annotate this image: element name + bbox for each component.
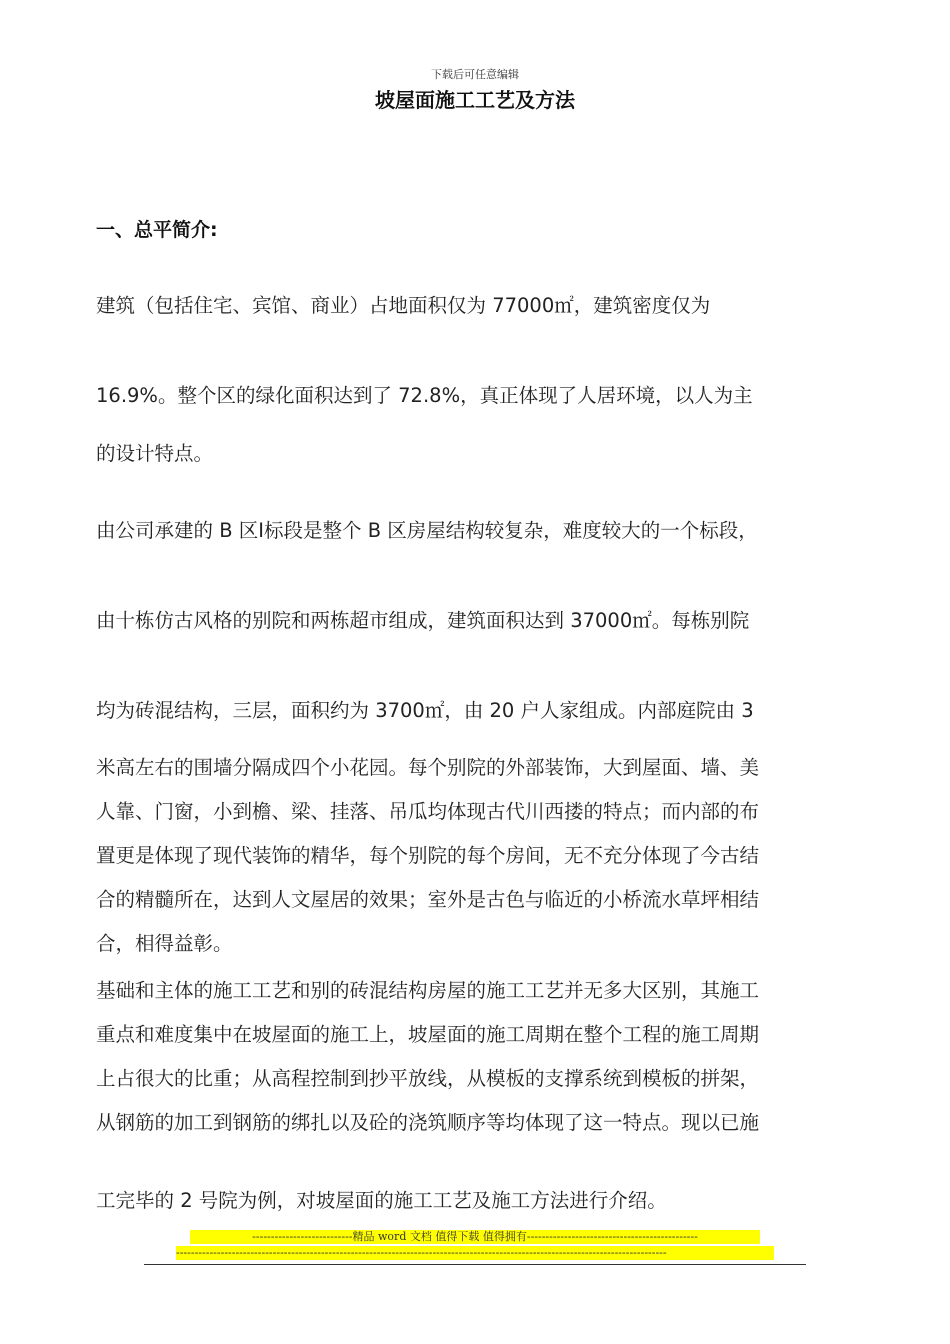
paragraph-line: 16.9%。整个区的绿化面积达到了 72.8%，真正体现了人居环境，以人为主 — [96, 384, 753, 407]
paragraph-line: 的设计特点。 — [96, 442, 214, 465]
paragraph-line: 人靠、门窗，小到檐、梁、挂落、吊瓜均体现古代川西搂的特点；而内部的布 — [96, 800, 760, 823]
paragraph-line: 由公司承建的 B 区Ⅰ标段是整个 B 区房屋结构较复杂，难度较大的一个标段， — [96, 519, 758, 542]
paragraph-line: 均为砖混结构，三层，面积约为 3700㎡，由 20 户人家组成。内部庭院由 3 — [96, 699, 754, 722]
footer-divider — [144, 1264, 806, 1265]
document-title: 坡屋面施工工艺及方法 — [375, 88, 575, 112]
paragraph-line: 从钢筋的加工到钢筋的绑扎以及砼的浇筑顺序等均体现了这一特点。现以已施 — [96, 1111, 760, 1134]
footer-dashes: ------------------------------------------------------------------------------------------------------------------------------------ — [176, 1246, 774, 1260]
paragraph-line: 置更是体现了现代装饰的精华，每个别院的每个房间，无不充分体现了今古结 — [96, 844, 760, 867]
header-note: 下载后可任意编辑 — [431, 68, 519, 81]
footer-banner: ---------------------------精品 word 文档 值得下载 值得拥有---------------------------------------------- — [190, 1230, 760, 1244]
paragraph-line: 合的精髓所在，达到人文屋居的效果；室外是古色与临近的小桥流水草坪相结 — [96, 888, 760, 911]
paragraph-line: 由十栋仿古风格的别院和两栋超市组成，建筑面积达到 37000㎡。每栋别院 — [96, 609, 750, 632]
paragraph-line: 米高左右的围墙分隔成四个小花园。每个别院的外部装饰，大到屋面、墙、美 — [96, 756, 760, 779]
paragraph-line: 合，相得益彰。 — [96, 932, 233, 955]
section-heading: 一、总平简介: — [96, 219, 218, 241]
paragraph-line: 重点和难度集中在坡屋面的施工上，坡屋面的施工周期在整个工程的施工周期 — [96, 1023, 760, 1046]
paragraph-line: 建筑（包括住宅、宾馆、商业）占地面积仅为 77000㎡，建筑密度仅为 — [96, 294, 711, 317]
paragraph-line: 基础和主体的施工工艺和别的砖混结构房屋的施工工艺并无多大区别，其施工 — [96, 979, 760, 1002]
paragraph-line: 工完毕的 2 号院为例，对坡屋面的施工工艺及施工方法进行介绍。 — [96, 1189, 667, 1212]
paragraph-line: 上占很大的比重；从高程控制到抄平放线，从模板的支撑系统到模板的拼架， — [96, 1067, 760, 1090]
